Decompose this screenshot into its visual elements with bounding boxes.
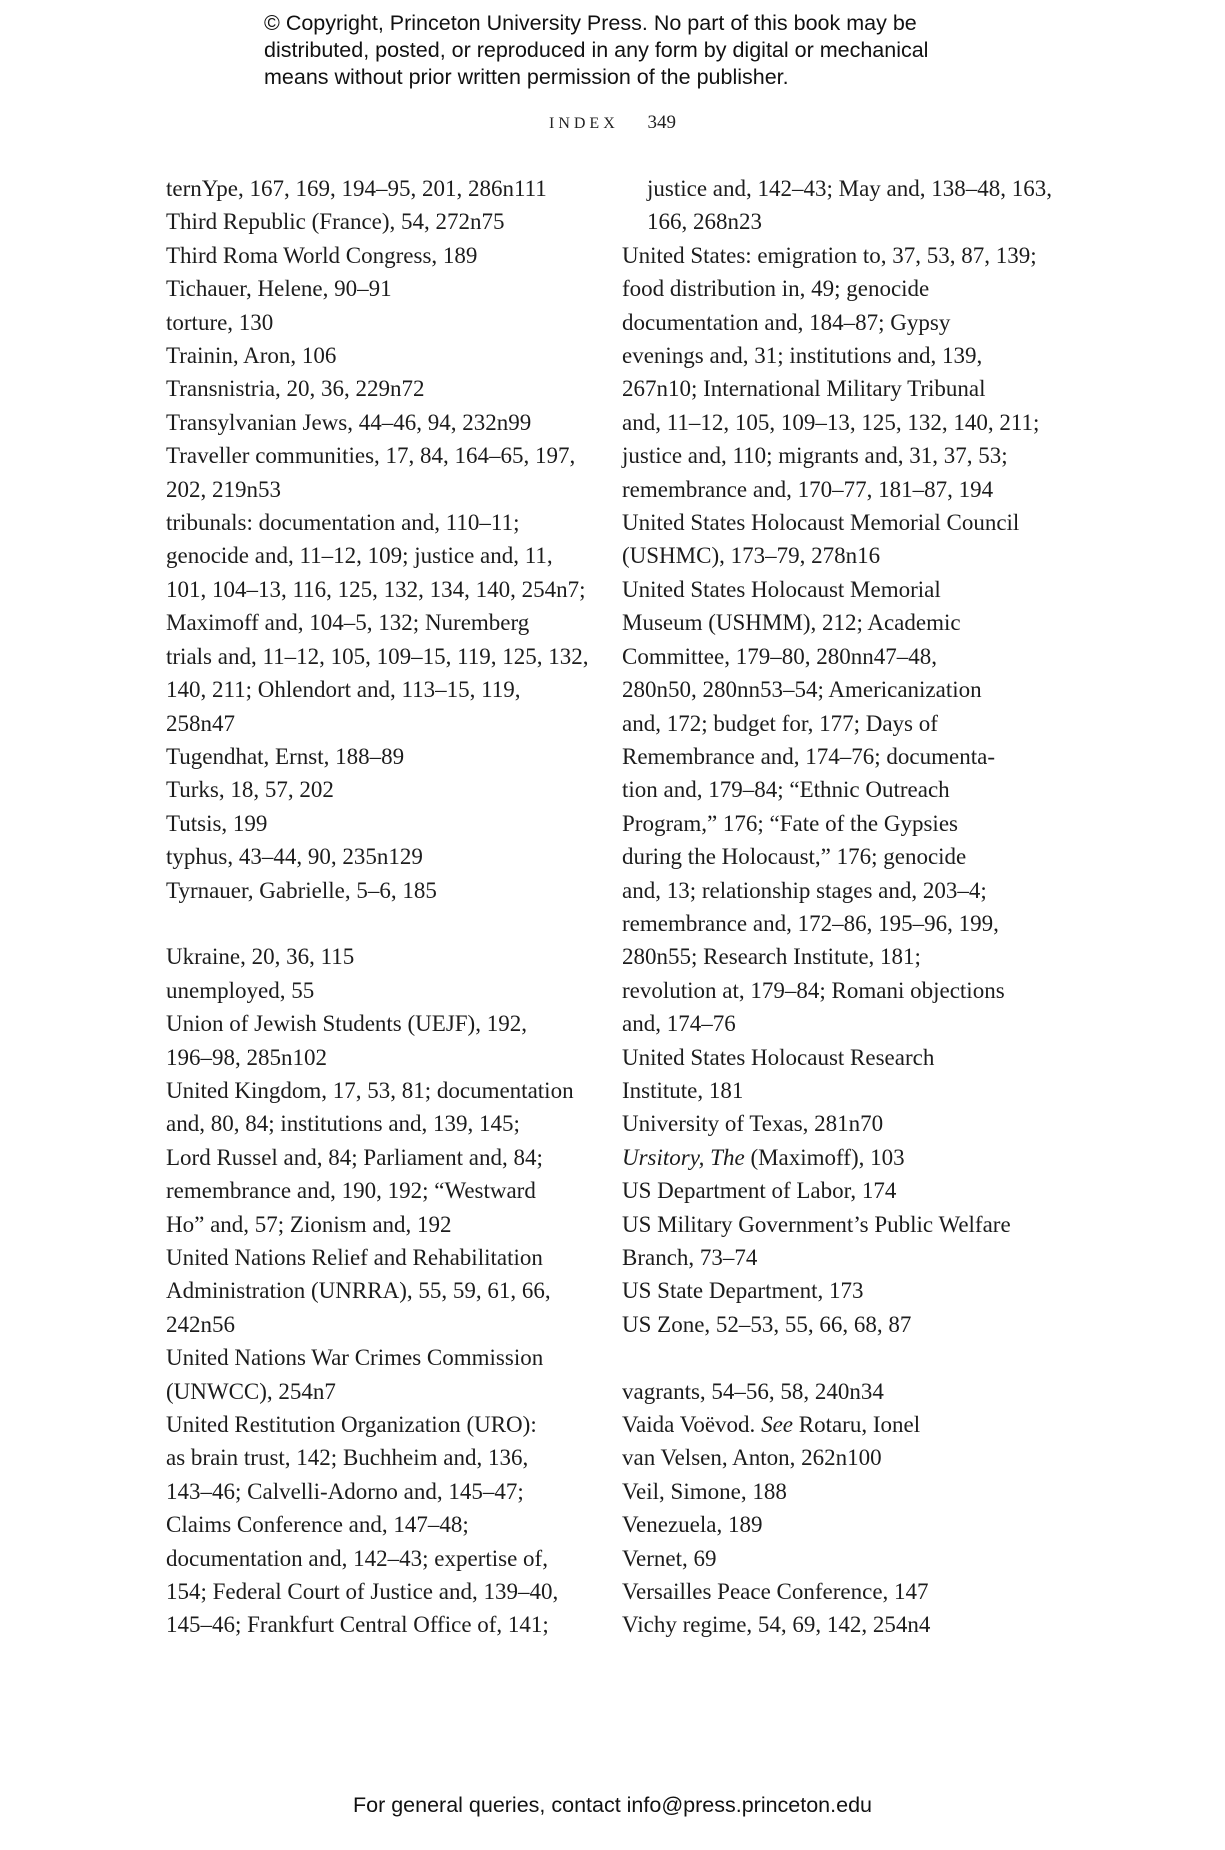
index-entry <box>622 506 1062 573</box>
index-entry <box>166 272 586 305</box>
index-entry-line: Remembrance and, 174–76; documenta- <box>622 743 995 769</box>
index-column-left <box>166 172 589 1642</box>
index-entry <box>622 1408 1062 1441</box>
index-entry-line: documentation and, 142–43; expertise of, <box>166 1545 548 1571</box>
index-entry-line: United States: emigration to, 37, 53, 87, 139; <box>622 242 1037 268</box>
index-entry-line: Vichy regime, 54, 69, 142, 254n4 <box>622 1612 931 1638</box>
index-entry <box>622 1375 1062 1408</box>
index-entry-line: Administration (UNRRA), 55, 59, 61, 66, <box>166 1278 551 1304</box>
index-entry-line: Vernet, 69 <box>622 1545 717 1571</box>
index-entry-line: United Nations War Crimes Commission <box>166 1345 544 1371</box>
index-entry-line: and, 11–12, 105, 109–13, 125, 132, 140, 211; <box>622 409 1040 435</box>
index-entry-line: torture, 130 <box>166 309 274 335</box>
index-entry-line: 267n10; International Military Tribunal <box>622 376 986 402</box>
index-entry <box>166 506 589 740</box>
index-entry-line: during the Holocaust,” 176; genocide <box>622 844 967 870</box>
index-entry <box>166 773 586 806</box>
index-entry-line: US State Department, 173 <box>622 1278 864 1304</box>
index-entry-line: 101, 104–13, 116, 125, 132, 134, 140, 254n7; <box>166 576 586 602</box>
index-entry-line: Third Roma World Congress, 189 <box>166 242 478 268</box>
index-entry-line: Tyrnauer, Gabrielle, 5–6, 185 <box>166 877 437 903</box>
index-entry <box>622 1441 1062 1474</box>
index-entry-line: van Velsen, Anton, 262n100 <box>622 1445 882 1471</box>
index-entry-line: justice and, 110; migrants and, 31, 37, 53; <box>622 443 1008 469</box>
index-entry <box>166 406 586 439</box>
index-entry <box>166 1408 586 1642</box>
index-entry-line: Turks, 18, 57, 202 <box>166 777 334 803</box>
page-number: 349 <box>647 112 676 133</box>
index-entry <box>166 306 586 339</box>
index-entry <box>166 339 586 372</box>
index-entry <box>622 239 1062 506</box>
index-entry <box>166 1241 586 1341</box>
index-entry-line: and, 80, 84; institutions and, 139, 145; <box>166 1111 520 1137</box>
index-entry-line: United States Holocaust Research <box>622 1044 935 1070</box>
index-entry-line: Union of Jewish Students (UEJF), 192, <box>166 1011 527 1037</box>
index-entry-line: genocide and, 11–12, 109; justice and, 11, <box>166 543 553 569</box>
index-entry-line: typhus, 43–44, 90, 235n129 <box>166 844 423 870</box>
index-entry <box>622 1274 1062 1307</box>
index-entry-line: Transylvanian Jews, 44–46, 94, 232n99 <box>166 409 532 435</box>
index-entry-line: Lord Russel and, 84; Parliament and, 84; <box>166 1144 543 1170</box>
running-head <box>0 112 1225 134</box>
index-entry-line: US Military Government’s Public Welfare <box>622 1211 1011 1237</box>
index-entry-line: Venezuela, 189 <box>622 1512 763 1538</box>
index-entry-line: US Zone, 52–53, 55, 66, 68, 87 <box>622 1311 912 1337</box>
index-entry <box>166 439 586 506</box>
index-entry-line: unemployed, 55 <box>166 977 315 1003</box>
index-entry-line: (UNWCC), 254n7 <box>166 1378 336 1404</box>
index-entry <box>166 172 586 205</box>
index-entry-line: Third Republic (France), 54, 272n75 <box>166 209 505 235</box>
copyright-line: © Copyright, Princeton University Press. No part of this book may be <box>264 11 917 35</box>
index-entry-line: tion and, 179–84; “Ethnic Outreach <box>622 777 950 803</box>
index-entry-line: 145–46; Frankfurt Central Office of, 141; <box>166 1612 549 1638</box>
index-entry-line: Committee, 179–80, 280nn47–48, <box>622 643 937 669</box>
index-entry-line: Ursitory, The (Maximoff), 103 <box>622 1144 905 1170</box>
index-entry-line: 202, 219n53 <box>166 476 281 502</box>
index-entry-line: 280n50, 280nn53–54; Americanization <box>622 677 982 703</box>
index-entry-line: University of Texas, 281n70 <box>622 1111 884 1137</box>
index-entry <box>622 1575 1062 1608</box>
index-entry-line: documentation and, 184–87; Gypsy <box>622 309 951 335</box>
index-entry-line: United States Holocaust Memorial Council <box>622 510 1020 536</box>
index-entry <box>622 573 1062 1041</box>
index-entry <box>622 1041 1062 1108</box>
index-entry-line: Traveller communities, 17, 84, 164–65, 197, <box>166 443 576 469</box>
index-entry <box>622 1141 1062 1174</box>
index-entry-line: and, 172; budget for, 177; Days of <box>622 710 938 736</box>
index-entry-line: United Nations Relief and Rehabilitation <box>166 1244 543 1270</box>
index-entry-line: 196–98, 285n102 <box>166 1044 327 1070</box>
index-entry-line: US Department of Labor, 174 <box>622 1178 897 1204</box>
index-entry <box>166 807 586 840</box>
continued-entry-line: 166, 268n23 <box>647 209 762 235</box>
index-entry-line: Claims Conference and, 147–48; <box>166 1512 469 1538</box>
index-entry-line: 154; Federal Court of Justice and, 139–40, <box>166 1579 559 1605</box>
index-entry-line: Branch, 73–74 <box>622 1245 758 1270</box>
index-entry <box>166 205 586 238</box>
index-column-right <box>622 172 1062 1642</box>
index-entry-line: Museum (USHMM), 212; Academic <box>622 610 961 636</box>
footer-contact: For general queries, contact info@press.princeton.edu <box>352 1793 872 1817</box>
index-entry <box>622 1508 1062 1541</box>
index-entry <box>622 1542 1062 1575</box>
index-entry-line: United Kingdom, 17, 53, 81; documentation <box>166 1077 574 1103</box>
index-entry-line: 258n47 <box>166 710 235 736</box>
index-entry-line: Versailles Peace Conference, 147 <box>622 1579 929 1605</box>
index-entry-line: revolution at, 179–84; Romani objections <box>622 977 1005 1003</box>
index-entry-line: Ho” and, 57; Zionism and, 192 <box>166 1211 452 1237</box>
index-entry-line: Vaida Voëvod. See Rotaru, Ionel <box>622 1412 921 1438</box>
index-entry-line: (USHMC), 173–79, 278n16 <box>622 543 881 569</box>
index-entry <box>622 1475 1062 1508</box>
index-entry-line: Transnistria, 20, 36, 229n72 <box>166 376 425 402</box>
index-entry-line: 280n55; Research Institute, 181; <box>622 944 921 970</box>
index-entry <box>166 1341 586 1408</box>
index-entry-line: as brain trust, 142; Buchheim and, 136, <box>166 1445 529 1471</box>
index-entry <box>166 974 586 1007</box>
index-entry-line: 143–46; Calvelli-Adorno and, 145–47; <box>166 1478 524 1504</box>
index-entry <box>166 1007 586 1074</box>
index-entry <box>622 1608 1062 1641</box>
copyright-line: distributed, posted, or reproduced in any form by digital or mechanical <box>264 38 929 62</box>
index-entry <box>166 372 586 405</box>
copyright-line: means without prior written permission of the publisher. <box>264 65 789 89</box>
running-head-label: INDEX <box>548 115 619 132</box>
continued-entry-line: justice and, 142–43; May and, 138–48, 163, <box>647 176 1053 201</box>
index-entry <box>166 1074 586 1241</box>
index-entry-line: remembrance and, 190, 192; “Westward <box>166 1178 536 1204</box>
index-entry-line: remembrance and, 170–77, 181–87, 194 <box>622 476 994 502</box>
index-entry-line: Program,” 176; “Fate of the Gypsies <box>622 810 958 836</box>
index-entry-line: Tugendhat, Ernst, 188–89 <box>166 743 405 769</box>
index-entry-line: 140, 211; Ohlendort and, 113–15, 119, <box>166 677 521 703</box>
index-entry-line: evenings and, 31; institutions and, 139, <box>622 343 983 369</box>
index-entry <box>166 940 586 973</box>
index-entry-line: Institute, 181 <box>622 1077 744 1103</box>
index-entry-line: vagrants, 54–56, 58, 240n34 <box>622 1378 884 1404</box>
index-entry-line: remembrance and, 172–86, 195–96, 199, <box>622 910 999 936</box>
index-entry-line: Tichauer, Helene, 90–91 <box>166 276 392 302</box>
index-entry-line: tribunals: documentation and, 110–11; <box>166 510 520 536</box>
index-entry-line: Trainin, Aron, 106 <box>166 343 337 369</box>
index-entry-line: and, 174–76 <box>622 1011 736 1037</box>
section-gap <box>622 1341 1062 1374</box>
index-entry <box>622 1308 1062 1341</box>
index-entry <box>622 1208 1062 1275</box>
index-entry-line: Maximoff and, 104–5, 132; Nuremberg <box>166 610 530 636</box>
index-entry-line: Veil, Simone, 188 <box>622 1478 787 1504</box>
index-entry <box>622 1107 1062 1140</box>
index-entry-line: trials and, 11–12, 105, 109–15, 119, 125, 132, <box>166 643 589 669</box>
index-entry <box>166 239 586 272</box>
index-entry-line: 242n56 <box>166 1311 235 1337</box>
index-entry-line: United Restitution Organization (URO): <box>166 1412 537 1438</box>
index-entry <box>622 1174 1062 1207</box>
copyright-notice <box>264 10 1024 91</box>
index-entry-line: and, 13; relationship stages and, 203–4; <box>622 877 987 903</box>
section-gap <box>166 907 586 940</box>
index-entry-line: Tutsis, 199 <box>166 810 268 836</box>
index-entry-line: United States Holocaust Memorial <box>622 576 941 602</box>
index-entry <box>166 840 586 873</box>
index-entry <box>166 874 586 907</box>
index-entry-line: food distribution in, 49; genocide <box>622 276 930 302</box>
index-entry-line: ternYpe, 167, 169, 194–95, 201, 286n111 <box>166 176 547 201</box>
index-entry <box>166 740 586 773</box>
index-entry-line: Ukraine, 20, 36, 115 <box>166 944 355 970</box>
